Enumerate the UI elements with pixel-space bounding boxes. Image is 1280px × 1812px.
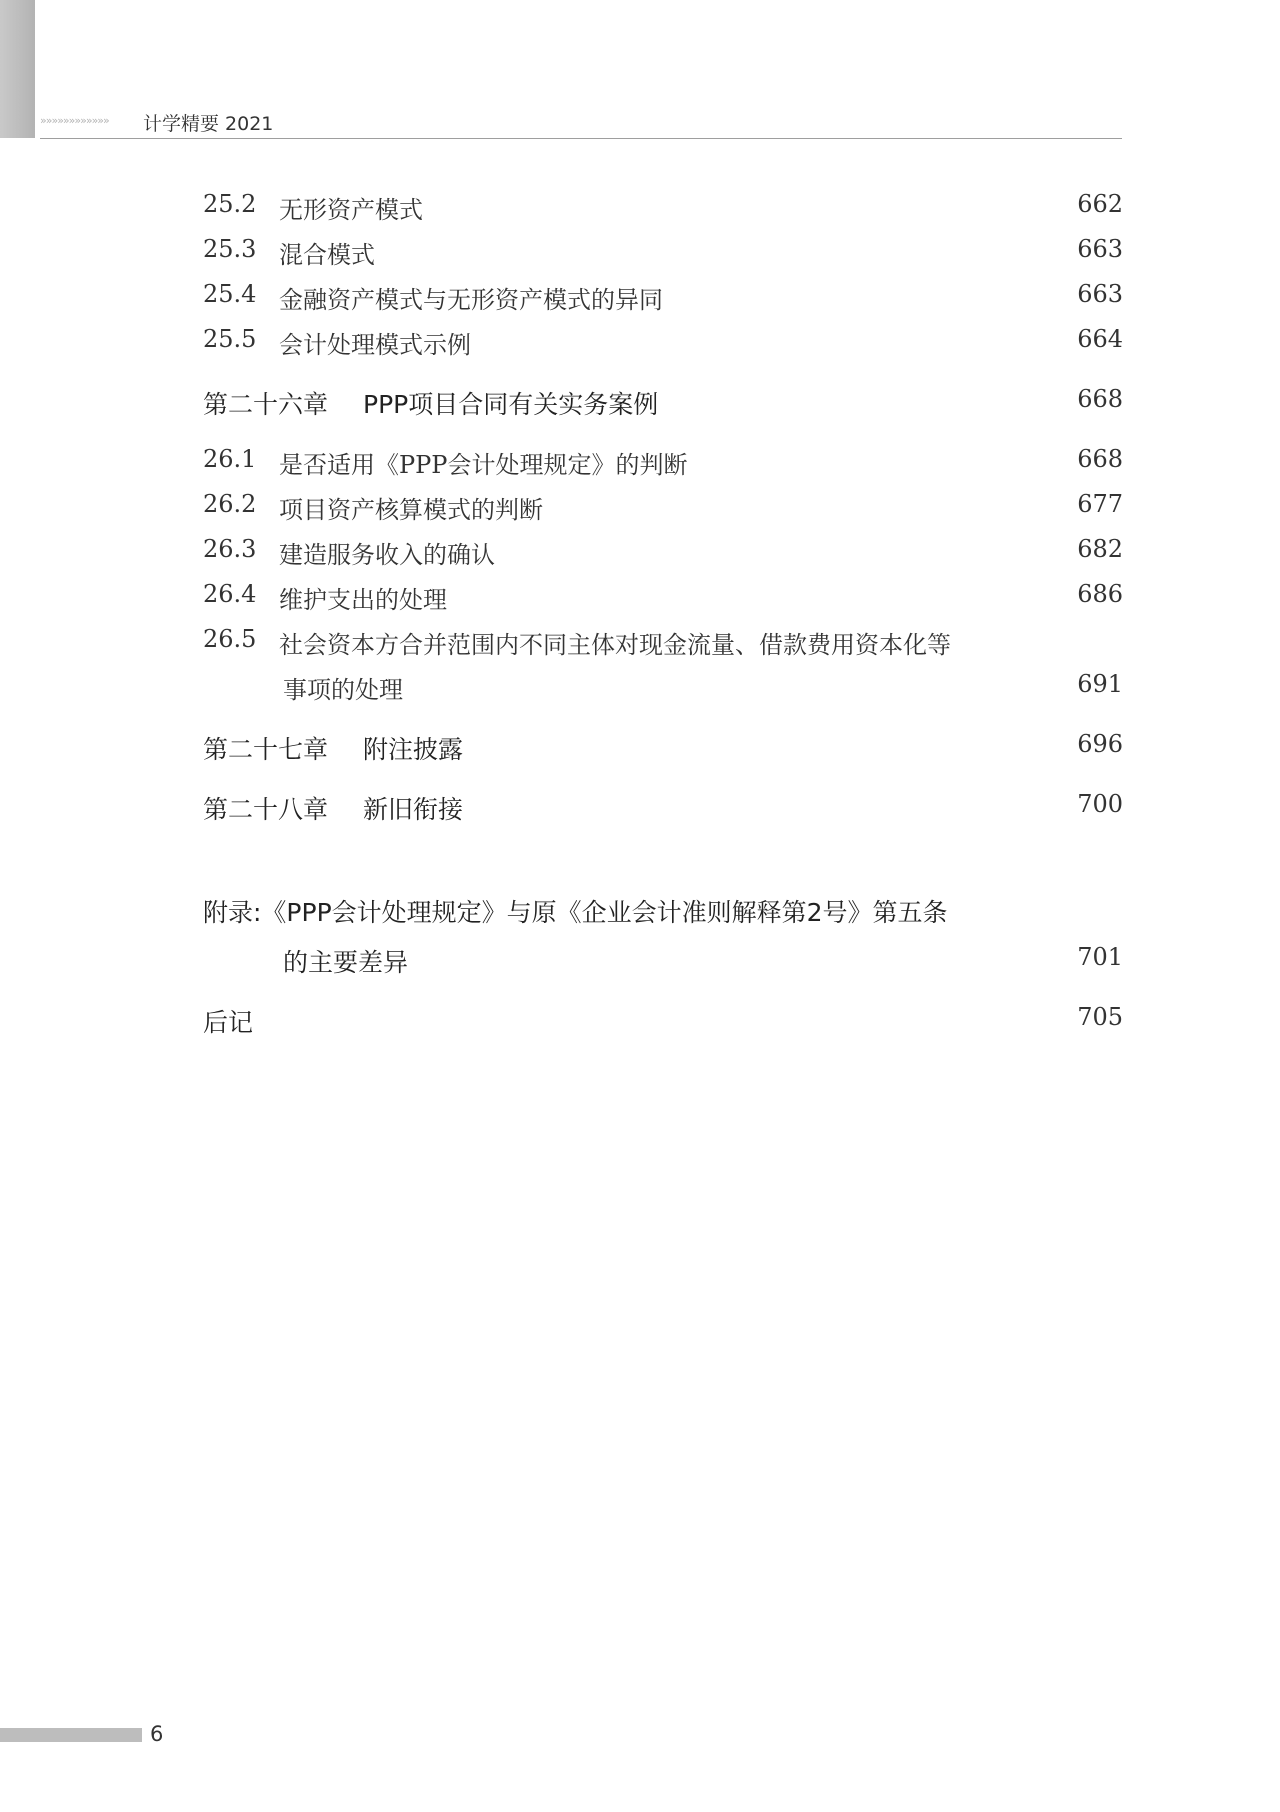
toc-entry-continued [203, 670, 1123, 710]
chapter-page: 696 [1077, 730, 1123, 758]
running-header [40, 106, 1122, 140]
chapter-page: 700 [1077, 790, 1123, 818]
side-tab-decoration [0, 0, 35, 138]
toc-entry [203, 190, 1123, 230]
toc-entry [203, 325, 1123, 365]
toc-entry-number: 25.5 [203, 325, 257, 353]
toc-entry-page: 668 [1077, 445, 1123, 473]
toc-entry [203, 625, 1123, 665]
appendix-title-continued: 的主要差异 [283, 948, 409, 977]
toc-entry-page: 677 [1077, 490, 1123, 518]
chapter-number: 第二十八章 [203, 795, 329, 824]
toc-chapter-28 [203, 790, 1123, 830]
toc-chapter-27 [203, 730, 1123, 770]
toc-appendix [203, 893, 1123, 933]
toc-entry-title: 社会资本方合并范围内不同主体对现金流量、借款费用资本化等 [279, 631, 951, 659]
toc-entry-page: 691 [1077, 670, 1123, 698]
chapter-number: 第二十六章 [203, 390, 329, 419]
running-header-title: 计学精要 2021 [143, 113, 274, 135]
toc-entry-number: 26.2 [203, 490, 257, 518]
toc-entry-number: 25.3 [203, 235, 257, 263]
toc-entry-page: 664 [1077, 325, 1123, 353]
toc-entry-number: 26.3 [203, 535, 257, 563]
header-rule [40, 138, 1122, 139]
toc-entry-number: 26.1 [203, 445, 257, 473]
toc-entry-title: 建造服务收入的确认 [279, 541, 495, 569]
toc-entry-title: 是否适用《PPP会计处理规定》的判断 [279, 451, 688, 479]
toc-entry [203, 280, 1123, 320]
toc-entry-title: 无形资产模式 [279, 196, 423, 224]
toc-entry-title: 会计处理模式示例 [279, 331, 471, 359]
toc-entry [203, 535, 1123, 575]
toc-entry-title: 维护支出的处理 [279, 586, 447, 614]
toc-entry-title-continued: 事项的处理 [283, 676, 403, 704]
footer-bar-decoration [0, 1728, 142, 1742]
chapter-title: 新旧衔接 [363, 795, 464, 824]
toc-entry-title: 项目资产核算模式的判断 [279, 496, 543, 524]
chapter-title: PPP项目合同有关实务案例 [363, 390, 659, 419]
toc-entry-number: 26.5 [203, 625, 257, 653]
afterword-page: 705 [1077, 1003, 1123, 1031]
toc-entry-page: 663 [1077, 235, 1123, 263]
toc-entry-page: 686 [1077, 580, 1123, 608]
toc-appendix-continued [203, 943, 1123, 983]
toc-entry-page: 662 [1077, 190, 1123, 218]
toc-entry-number: 26.4 [203, 580, 257, 608]
toc-entry-number: 25.2 [203, 190, 257, 218]
header-arrows-decoration: »»»»»»»»»»»» [40, 114, 109, 127]
toc-entry-title: 混合模式 [279, 241, 375, 269]
toc-entry [203, 235, 1123, 275]
appendix-page: 701 [1077, 943, 1123, 971]
toc-entry-page: 682 [1077, 535, 1123, 563]
toc-entry-title: 金融资产模式与无形资产模式的异同 [279, 286, 663, 314]
appendix-title: 附录:《PPP会计处理规定》与原《企业会计准则解释第2号》第五条 [203, 898, 948, 927]
chapter-title: 附注披露 [363, 735, 464, 764]
afterword-title: 后记 [203, 1008, 254, 1037]
toc-entry [203, 580, 1123, 620]
toc-entry-page: 663 [1077, 280, 1123, 308]
toc-entry [203, 445, 1123, 485]
toc-chapter-26 [203, 385, 1123, 425]
chapter-number: 第二十七章 [203, 735, 329, 764]
toc-entry-number: 25.4 [203, 280, 257, 308]
chapter-page: 668 [1077, 385, 1123, 413]
toc-afterword [203, 1003, 1123, 1043]
toc-entry [203, 490, 1123, 530]
footer-page-number: 6 [150, 1722, 164, 1746]
